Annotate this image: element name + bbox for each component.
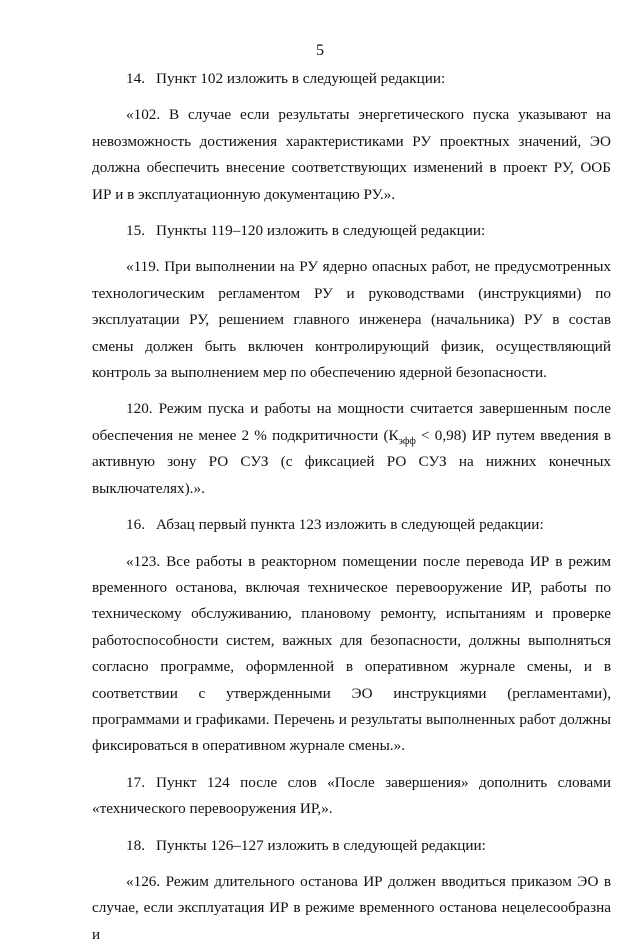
document-body <box>92 66 611 948</box>
item-text: Пункты 126–127 изложить в следующей редакции: <box>156 836 486 854</box>
clause-120-text <box>92 396 611 502</box>
item-text: Абзац первый пункта 123 изложить в следующей редакции: <box>156 516 544 534</box>
clause-119-text: «119. При выполнении на РУ ядерно опасных работ, не предусмотренных технологическим регламентом РУ и руководствами (инструкциями) по эксплуатации РУ, решением главного инженера (начальника) РУ в состав смены должен быть включен контролирующий физик, осуществляющий контроль за выполнением мер по обеспечению ядерной безопасности. <box>92 258 611 382</box>
item-number: 16. <box>126 516 145 534</box>
item-number: 14. <box>126 70 145 87</box>
item-17-text <box>92 770 611 823</box>
clause-120-text-before: 120. Режим пуска и работы на мощности считается завершенным после обеспечения не менее 2 % подкритичности (К <box>92 400 611 444</box>
clause-123-text: «123. Все работы в реакторном помещении после перевода ИР в режим временного останова, включая техническое перевооружение ИР, работы по техническому обслуживанию, плановому ремонту, испытаниям и проверке работоспособности систем, важных для безопасности, должны выполняться согласно программе, оформленной в оперативном журнале смены, и в соответствии с утвержденными ЭО инструкциями (регламентами), программами и графиками. Перечень и результаты выполненных работ должны фиксироваться в оперативном журнале смены.». <box>92 552 611 755</box>
item-number: 17. <box>126 773 145 791</box>
item-number: 15. <box>126 222 145 240</box>
item-15-heading <box>92 218 611 244</box>
k-eff-subscript: эфф <box>398 435 416 447</box>
clause-102-text: «102. В случае если результаты энергетического пуска указывают на невозможность достижения характеристиками РУ проектных значений, ЭО должна обеспечить внесение соответствующих изменений в проект РУ, ООБ ИР и в эксплуатационную документацию РУ.». <box>92 106 611 203</box>
clause-120-text-after: < 0,98) ИР путем введения в активную зону РО СУЗ (с фиксацией РО СУЗ на нижних конечных выключателях).». <box>92 426 611 497</box>
item-text: Пункты 119–120 изложить в следующей редакции: <box>156 222 486 240</box>
clause-126-text: «126. Режим длительного останова ИР должен вводиться приказом ЭО в случае, если эксплуатация ИР в режиме временного останова нецелесообразна и <box>92 872 611 943</box>
item-14-heading <box>92 66 611 92</box>
item-text: Пункт 124 после слов «После завершения» дополнить словами «технического перевооружения ИР,». <box>92 773 611 818</box>
item-16-heading <box>92 512 611 538</box>
item-text: Пункт 102 изложить в следующей редакции: <box>156 70 446 87</box>
item-18-heading <box>92 833 611 859</box>
item-number: 18. <box>126 836 145 854</box>
page-number: 5 <box>316 42 324 59</box>
